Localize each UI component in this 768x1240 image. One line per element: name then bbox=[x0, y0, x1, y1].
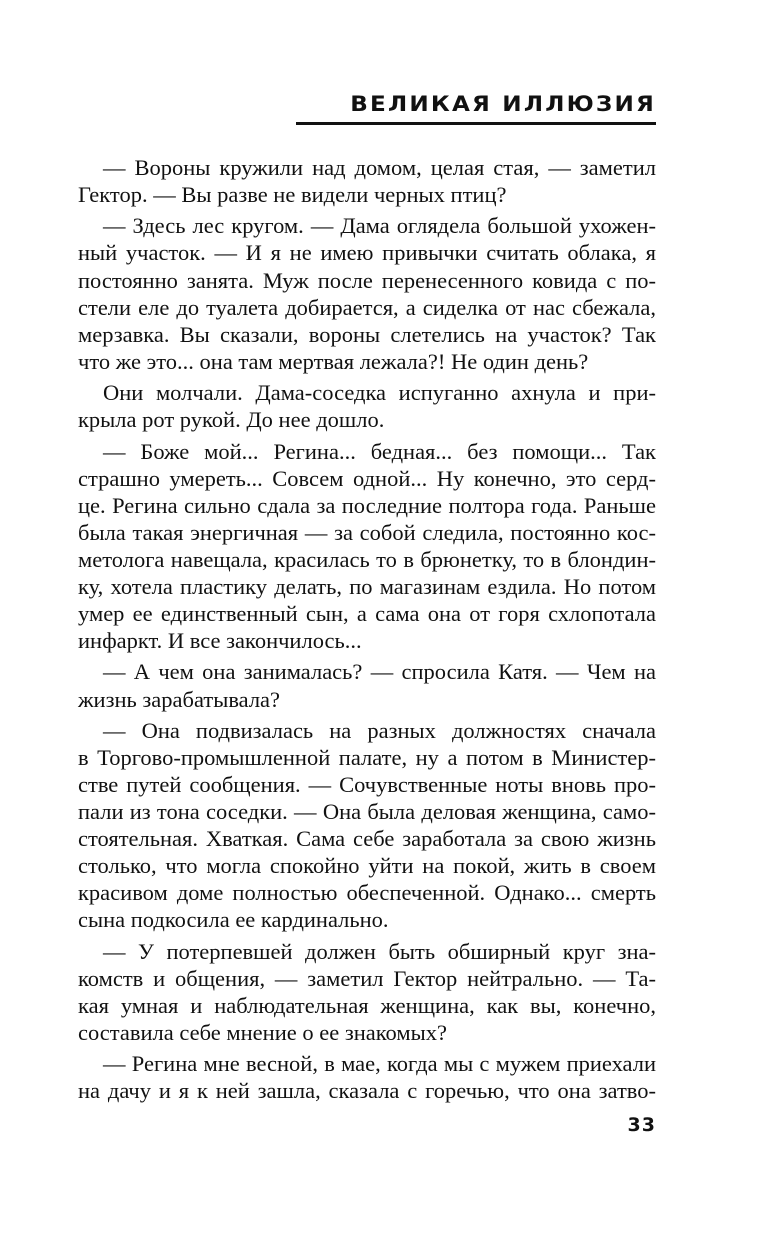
text-line: мерзавка. Вы сказали, вороны слетелись на участок? Так bbox=[78, 321, 656, 347]
paragraph bbox=[78, 438, 656, 655]
paragraph bbox=[78, 658, 656, 712]
text-line: — Она подвизалась на разных должностях сначала bbox=[103, 717, 656, 743]
text-line: была такая энергичная — за собой следила, постоянно кос- bbox=[78, 519, 656, 545]
text-line: сына подкосила ее кардинально. bbox=[78, 907, 389, 933]
text-line: — У потерпевшей должен быть обширный круг зна- bbox=[103, 938, 656, 964]
paragraph bbox=[78, 1050, 656, 1104]
text-line: умер ее единственный сын, а сама она от горя схлопотала bbox=[78, 601, 656, 627]
text-line: ку, хотела пластику делать, по магазинам ездила. Но потом bbox=[78, 573, 656, 599]
text-line: стели еле до туалета добирается, а сиделка от нас сбежала, bbox=[78, 294, 656, 320]
body-text bbox=[78, 154, 656, 1105]
text-line: инфаркт. И все закончилось... bbox=[78, 628, 362, 654]
text-line: Гектор. — Вы разве не видели черных птиц? bbox=[78, 182, 507, 208]
text-line: ный участок. — И я не имею привычки считать облака, я bbox=[78, 240, 656, 266]
text-line: — А чем она занималась? — спросила Катя. — Чем на bbox=[103, 659, 656, 685]
paragraph bbox=[78, 154, 656, 208]
paragraph bbox=[78, 379, 656, 433]
text-line: — Вороны кружили над домом, целая стая, — заметил bbox=[103, 155, 656, 180]
text-line: в Торгово-промышленной палате, ну а потом в Министер- bbox=[78, 744, 656, 770]
text-line: метолога навещала, красилась то в брюнетку, то в блондин- bbox=[78, 546, 656, 572]
text-line: стоятельная. Хваткая. Сама себе заработала за свою жизнь bbox=[78, 826, 656, 852]
page-number: 33 bbox=[627, 1114, 656, 1136]
text-line: страшно умереть... Совсем одной... Ну конечно, это серд- bbox=[78, 465, 656, 491]
text-line: стве путей сообщения. — Сочувственные ноты вновь про- bbox=[78, 772, 656, 797]
text-line: Они молчали. Дама-соседка испуганно ахнула и при- bbox=[103, 380, 656, 406]
text-line: составила себе мнение о ее знакомых? bbox=[78, 1020, 447, 1046]
text-line: кая умная и наблюдательная женщина, как вы, конечно, bbox=[78, 992, 656, 1018]
paragraph bbox=[78, 717, 656, 934]
running-header-title: ВЕЛИКАЯ ИЛЛЮЗИЯ bbox=[350, 92, 656, 116]
text-line: на дачу и я к ней зашла, сказала с горечью, что она затво- bbox=[78, 1078, 656, 1104]
text-line: красивом доме полностью обеспеченной. Однако... смерть bbox=[78, 880, 656, 906]
text-line: це. Регина сильно сдала за последние полтора года. Раньше bbox=[78, 492, 656, 518]
paragraph bbox=[78, 212, 656, 375]
text-line: столько, что могла спокойно уйти на покой, жить в своем bbox=[78, 853, 656, 879]
text-line: комств и общения, — заметил Гектор нейтрально. — Та- bbox=[78, 965, 656, 991]
text-line: постоянно занята. Муж после перенесенного ковида с по- bbox=[78, 267, 656, 293]
text-line: — Регина мне весной, в мае, когда мы с мужем приехали bbox=[103, 1051, 656, 1077]
paragraph bbox=[78, 938, 656, 1046]
text-line: — Боже мой... Регина... бедная... без помощи... Так bbox=[103, 438, 656, 464]
header-rule bbox=[296, 122, 656, 125]
text-line: крыла рот рукой. До нее дошло. bbox=[78, 407, 385, 433]
text-line: что же это... она там мертвая лежала?! Не один день? bbox=[78, 348, 589, 374]
text-line: — Здесь лес кругом. — Дама оглядела большой ухожен- bbox=[103, 213, 656, 239]
text-line: пали из тона соседки. — Она была деловая женщина, само- bbox=[78, 799, 656, 825]
text-line: жизнь зарабатывала? bbox=[78, 686, 281, 712]
